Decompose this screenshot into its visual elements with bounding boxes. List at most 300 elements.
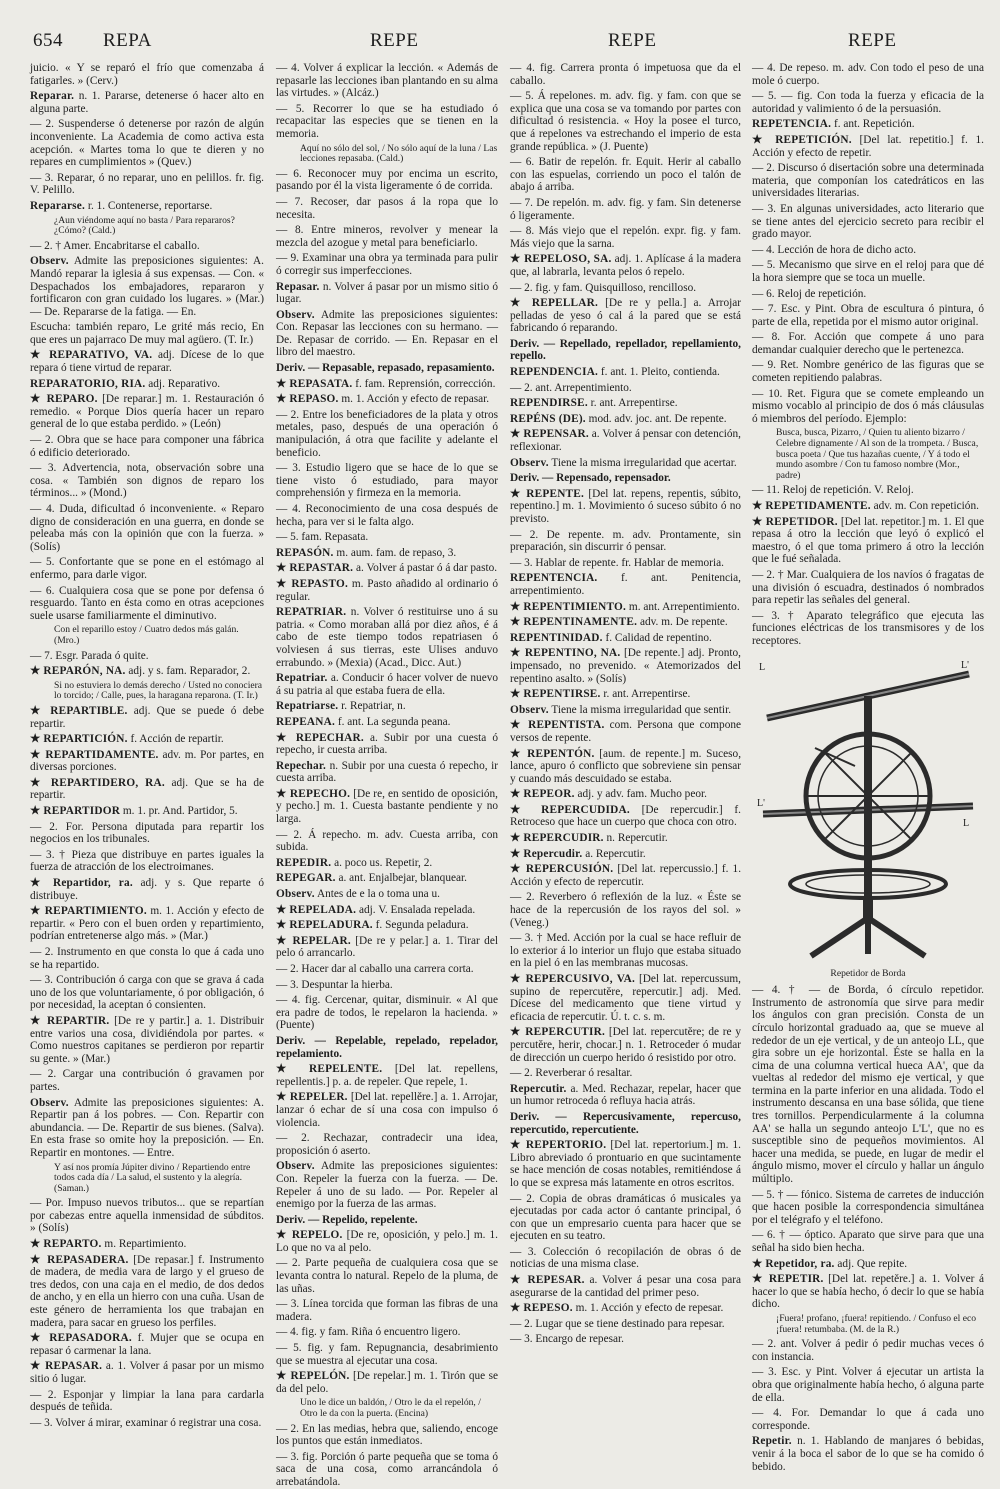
definition-text: adj. V. Ensalada repelada. (358, 903, 476, 916)
definition-text: — 3. Advertencia, nota, observación sobre una cosa. « También son dignos de reparo los términos... » (Mond.) (30, 462, 264, 500)
svg-text:L': L' (961, 659, 969, 671)
headword: REPARATORIO, RIA. (30, 377, 146, 390)
headword: REPÉNS (DE). (510, 412, 586, 425)
svg-text:L: L (963, 817, 970, 829)
headword: Reparar. (30, 90, 75, 103)
headword: ★ REPASADERA. (30, 1253, 129, 1266)
headword: REPEGAR. (276, 872, 336, 885)
dictionary-entry (30, 749, 264, 774)
definition-text: [Del lat. repercussio.] f. 1. Acción y efecto de repercutir. (510, 863, 742, 888)
dictionary-entry (276, 1370, 498, 1395)
entry-sense (510, 529, 741, 554)
headword: Repararse. (30, 199, 86, 212)
definition-text: — 3. Colección ó recopilación de obras ó de noticias de una misma clase. (510, 1245, 741, 1271)
entry-sense (30, 172, 264, 197)
entry-sense (752, 984, 984, 1186)
headword: ★ REPECHAR. (276, 731, 364, 744)
definition-text: — 6. Reconocer muy por encima un escrito, pasando por él la vista ligeramente ó de corrida. (276, 167, 498, 193)
derivatives-line: Deriv. — Repercusivamente, repercuso, repercutido, repercutiente. (510, 1110, 741, 1136)
headword: ★ REPASO. (276, 393, 339, 406)
derivatives-line: Deriv. — Repelido, repelente. (276, 1213, 418, 1226)
repetidor-illustration (755, 656, 981, 966)
dictionary-entry (510, 1302, 741, 1315)
entry-sense (752, 388, 984, 426)
column-3 (510, 62, 741, 1346)
dictionary-entry (30, 1097, 264, 1160)
dictionary-entry (30, 1015, 264, 1065)
definition-text: — 2. Lugar que se tiene destinado para repesar. (510, 1317, 725, 1330)
entry-sense (752, 162, 984, 200)
entry-sense (30, 1197, 264, 1235)
entry-sense (752, 1407, 984, 1432)
definition-text: adj. Dícese de lo que repara ó tiene virtud de reparar. (30, 349, 264, 375)
svg-text:L': L' (757, 797, 765, 809)
definition-text: — 5. Mecanismo que sirve en el reloj para que dé la hora siempre que se toca un muelle. (752, 259, 984, 284)
headword: ★ REPETIDOR. (752, 515, 838, 528)
definition-text: — 2. Reverberar ó resaltar. (510, 1067, 633, 1080)
definition-text: — 7. Esgr. Parada ó quite. (30, 649, 149, 662)
definition-text: — 2. Esponjar y limpiar la lana para cardarla después de teñida. (30, 1388, 264, 1414)
definition-text: [Del lat. repercussum, supino de repercutĕre, repercutir.] adj. Med. Dícese del medicamento que tiene virtud y eficacia de repercutir. Ú. t. c. s. m. (510, 973, 741, 1023)
entry-sense (752, 259, 984, 284)
headword: REPENTENCIA. (510, 572, 598, 585)
entry-sense (752, 484, 984, 497)
headword: ★ REPELADURA. (276, 919, 373, 932)
definition-text: — 9. Ret. Nombre genérico de las figuras que se cometen repitiendo palabras. (752, 359, 984, 385)
headword: ★ REPERTORIO. (510, 1139, 607, 1152)
definition-text: adj. y s. Que reparte ó distribuye. (30, 877, 264, 902)
definition-text: — 2. Entre los beneficiadores de la plata y otros metales, paso, después de una operación ó manipulación, á otra que facilite y adelante el beneficio. (276, 408, 498, 459)
dictionary-entry (276, 393, 498, 406)
dictionary-entry (510, 748, 741, 786)
dictionary-entry (752, 500, 984, 513)
definition-text: a. poco us. Repetir, 2. (334, 856, 433, 869)
headword: ★ REPERCUDIDA. (510, 803, 630, 816)
entry-sense (752, 244, 984, 257)
dictionary-entry (276, 1091, 498, 1129)
definition-text: f. Mujer que se ocupa en repasar ó carmenar la lana. (30, 1332, 264, 1357)
definition-text: — 2. Instrumento en que consta lo que á cada uno se ha repartido. (30, 946, 264, 971)
entry-sense (752, 1338, 984, 1363)
headword: ★ REPELER. (276, 1091, 348, 1104)
dictionary-entry (510, 1274, 741, 1299)
dictionary-entry (30, 90, 264, 115)
definition-text: a. Volver á pensar con detención, reflexionar. (510, 428, 741, 454)
headword: ★ REPERCUDIR. (510, 832, 604, 845)
entry-sense (510, 1193, 741, 1243)
definition-text: — 4. Lección de hora de dicho acto. (752, 243, 917, 256)
entry-sense (752, 1366, 984, 1404)
definition-text: [De repasar.] f. Instrumento de madera, de media vara de largo y el grueso de tres dedos, con una caja en el medio, de dos dedos de ancho, y en ella un hierro con una cuña. Usan de este género de herramienta los que trabajan en madera, para sacar en grueso los perfiles. (30, 1253, 264, 1329)
headword: ★ REPETICIÓN. (752, 133, 852, 146)
verse-quotation: Con el reparillo estoy / Cuatro dedos más galán. (Mro.) (54, 624, 239, 646)
definition-text: a. Subir por una cuesta ó repecho, ir cuesta arriba. (276, 731, 499, 757)
dictionary-entry (510, 647, 741, 685)
dictionary-entry (510, 601, 741, 614)
definition-text: [aum. de repente.] m. Suceso, lance, apuro ó conflicto que sobreviene sin pensar y cuando más descuidado se estaba. (510, 747, 742, 785)
dictionary-entry (276, 888, 498, 901)
dictionary-entry (510, 457, 741, 470)
definition-text: [Del lat. repetitio.] f. 1. Acción y efecto de repetir. (752, 133, 984, 159)
definition-text: adv. m. Con repetición. (873, 500, 979, 512)
headword: ★ REPARATIVO, VA. (30, 349, 153, 362)
definition-text: — 3. Reparar, ó no reparar, uno en pelillos. fr. fig. V. Pelillo. (30, 171, 264, 197)
definition-text: — 9. Examinar una obra ya terminada para pulir ó corregir sus imperfecciones. (276, 252, 498, 277)
definition-text: — 3. fig. Porción ó parte pequeña que se toma ó saca de una cosa, como arrancándola ó arrebatándola. (276, 1450, 498, 1488)
definition-text: adj. y s. fam. Reparador, 2. (128, 665, 251, 678)
entry-sense (510, 1318, 741, 1331)
definition-text: — 6. Batir de repelón. fr. Equit. Herir al caballo con las espuelas, corriendo un poco el talón de abajo á arriba. (510, 156, 741, 194)
definition-text: — 2. De repente. m. adv. Prontamente, sin preparación, sin discurrir ó pensar. (510, 528, 741, 554)
dictionary-entry (276, 547, 498, 560)
definition-text: r. ant. Arrepentirse. (590, 397, 678, 410)
definition-text: m. Pasto añadido al ordinario ó regular. (276, 577, 499, 603)
entry-sense (510, 1246, 741, 1271)
headword: ★ REPESAR. (510, 1274, 585, 1287)
entry-sense (752, 1229, 984, 1254)
entry-sense (510, 90, 741, 153)
column-2 (276, 62, 499, 1488)
entry-sense (510, 1333, 741, 1346)
definition-text: m. 1. pr. And. Partidor, 5. (122, 805, 238, 818)
entry-sense (752, 569, 984, 607)
definition-text: — 2. Discurso ó disertación sobre una determinada materia, que componían los catedráticos en las universidades literarias. (752, 162, 984, 200)
dictionary-entry (30, 733, 264, 746)
definition-text: f. ant. La segunda peana. (337, 715, 451, 728)
definition-text: — 5. fam. Repasata. (276, 531, 369, 544)
dictionary-entry (30, 1254, 264, 1330)
headword: ★ Repercudir. (510, 847, 583, 860)
dictionary-entry (276, 672, 498, 697)
headword: ★ REPELOSO, SA. (510, 253, 612, 266)
verse-quotation: ¿Aun viéndome aquí no basta / Para repararos? ¿Cómo? (Cald.) (54, 214, 235, 237)
entry-sense (276, 1298, 498, 1323)
definition-text: — 4. De repeso. m. adv. Con todo el peso de una mole ó cuerpo. (752, 62, 984, 87)
headword: Observ. (276, 1160, 315, 1173)
definition-text: — 3. Despuntar la hierba. (276, 978, 393, 991)
headword: ★ Repetidor, ra. (752, 1257, 835, 1270)
dictionary-entry (30, 805, 264, 818)
dictionary-entry (510, 804, 741, 829)
repetidor-de-borda-figure (752, 656, 984, 981)
entry-sense (752, 303, 984, 328)
entry-sense (276, 103, 498, 141)
definition-text: r. Repatriar, n. (341, 700, 406, 713)
headword: ★ REPARTIDERO, RA. (30, 776, 165, 789)
verse-quotation: Y así nos promía Júpiter divino / Repartiendo entre todos cada día / La salud, el sustento y la alegría. (Saman.) (54, 1161, 251, 1194)
derivatives-line: Deriv. — Repensado, repensador. (510, 472, 671, 485)
definition-text: — 6. † — óptico. Aparato que sirve para que una señal ha sido bien hecha. (752, 1229, 984, 1254)
definition-text: [De re, en sentido de oposición, y pecho.] m. 1. Cuesta bastante pendiente y no larga. (276, 787, 498, 826)
definition-text: m. 1. Acción y efecto de repasar. (341, 393, 490, 406)
entry-sense (30, 974, 264, 1012)
definition-text: a. 1. Volver á pasar por un mismo sitio ó lugar. (30, 1360, 265, 1385)
definition-text: — 7. Esc. y Pint. Obra de escultura ó pintura, ó parte de ella, repetida por el mismo autor original. (752, 303, 984, 328)
definition-text: — 7. De repelón. m. adv. fig. y fam. Sin detenerse ó ligeramente. (510, 196, 741, 222)
definition-text: r. 1. Contenerse, reportarse. (87, 199, 213, 212)
entry-sense (276, 1423, 498, 1448)
entry-sense (30, 1389, 264, 1414)
dictionary-entry (30, 905, 264, 943)
definition-text: — 2. Obra que se hace para componer una fábrica ó edificio deteriorado. (30, 434, 264, 459)
entry-sense (276, 409, 498, 459)
definition-text: m. Repartimiento. (104, 1238, 187, 1251)
entry-sense (30, 849, 264, 874)
headword: ★ REPEOR. (510, 788, 575, 801)
headword: Repetir. (752, 1435, 792, 1448)
headword: ★ REPERCUTIR. (510, 1026, 606, 1039)
verse-quotation: Si no estuviera lo demás derecho / Usted no conociera lo torcido; / Calle, pues, la haragana reparona. (T. Ir.) (54, 679, 263, 702)
entry-sense (276, 62, 498, 100)
definition-text: — 2. ant. Arrepentimiento. (510, 381, 632, 394)
dictionary-entry (276, 919, 498, 932)
definition-text: f. fam. Reprensión, corrección. (355, 377, 496, 390)
headword: ★ REPASADORA. (30, 1332, 132, 1345)
definition-text: — 3. Encargo de repesar. (510, 1333, 624, 1346)
verse-quotation: Busca, busca, Pizarro, / Quien tu aliento bizarro / Celebre dignamente / Al son de la trompeta. / Busca, busca poeta / Que tus hazañas cuente, / Y á todo el mundo asombre / Con tu famoso nombre (Mor., padre) (776, 427, 979, 481)
dictionary-entry (510, 688, 741, 701)
dictionary-entry (510, 704, 741, 717)
dictionary-entry (276, 1063, 498, 1088)
dictionary-entry (510, 788, 741, 801)
headword: ★ REPASTAR. (276, 562, 354, 575)
definition-text: — 5. — fig. Con toda la fuerza y eficacia de la autoridad y valimiento ó de la persuasión. (752, 90, 984, 115)
headword: ★ REPARTO. (30, 1238, 102, 1251)
headword: Repechar. (276, 759, 327, 772)
column-4 (752, 62, 985, 1473)
definition-text: — 3. Hablar de repente. fr. Hablar de memoria. (510, 556, 724, 569)
definition-text: Tiene la misma irregularidad que sentir. (551, 703, 732, 716)
page-header (0, 0, 1000, 62)
dictionary-entry (510, 413, 741, 426)
dictionary-entry (276, 700, 498, 713)
entry-sense (276, 994, 498, 1032)
definition-text: — 5. Á repelones. m. adv. fig. y fam. con que se explica que una cosa se va tomando por partes con dificultad ó resistencia. « Hoy la posee el turco, que á repelones va estrechando el imperio de esta grande república. » (J. Puente) (510, 90, 741, 153)
dictionary-entry (510, 488, 741, 526)
definition-text: [De repente.] adj. Pronto, impensado, no prevenido. « Atemorizados del repentino asalto. » (Solís) (510, 647, 741, 685)
definition-text: [De repercudir.] f. Retroceso que hace un cuerpo que choca con otro. (510, 803, 742, 829)
dictionary-entry (276, 872, 498, 885)
dictionary-entry (30, 393, 264, 431)
derivatives-line: Deriv. — Repellado, repellador, repellamiento, repello. (510, 337, 741, 363)
entry-sense (276, 224, 498, 249)
dictionary-entry (276, 378, 498, 391)
headword: Observ. (30, 1096, 69, 1109)
verse-quotation: Aquí no sólo del sol, / No sólo aquí de la luna / Las lecciones repasaba. (Cald.) (300, 142, 498, 165)
dictionary-entry (30, 705, 264, 730)
dictionary-entry (276, 935, 498, 960)
headword: ★ REPENTE. (510, 487, 585, 500)
dictionary-entry (30, 349, 264, 374)
definition-text: adj. Que repite. (837, 1257, 908, 1270)
entry-sense (30, 240, 264, 253)
headword: ★ REPARTIDAMENTE. (30, 748, 159, 761)
definition-text: — 3. Volver á mirar, examinar ó registrar una cosa. (30, 1416, 262, 1429)
definition-text: m. ant. Arrepentimiento. (628, 600, 740, 613)
definition-text: — 3. † Pieza que distribuye en partes iguales la fuerza de atracción de los electroimanes. (30, 848, 264, 874)
definition-text: [Del lat. repetitor.] m. 1. El que repasa á otro la lección que leyó ó explicó el maestro, ó el que toma primero á otro la lección que le fué señalada. (752, 515, 985, 566)
entry-sense (276, 829, 498, 854)
definition-text: [De repelar.] m. 1. Tirón que se da del pelo. (276, 1370, 499, 1395)
definition-text: Admite las preposiciones siguientes: Con. Repasar las lecciones con su hermano. — De. Repasar de corrido. — En. Repasar en el libro del maestro. (276, 308, 498, 359)
definition-text: — 7. Recoser, dar pasos á la ropa que lo necesita. (276, 195, 498, 221)
entry-sense (30, 62, 264, 87)
definition-text: com. Persona que compone versos de repente. (510, 719, 742, 744)
dictionary-entry (752, 1435, 984, 1473)
entry-sense (276, 252, 498, 277)
definition-text: [De re y pelar.] a. 1. Tirar del pelo ó arrancarlo. (276, 934, 498, 960)
definition-text: [Del lat. repens, repentis, súbito, repentino.] m. 1. Movimiento ó suceso súbito ó no previsto. (510, 487, 742, 525)
definition-text: a. Repercutir. (585, 847, 646, 860)
entry-sense (752, 1189, 984, 1227)
definition-text: — 2. † Amer. Encabritarse el caballo. (30, 239, 200, 252)
dictionary-entry (276, 578, 498, 603)
definition-text: a. ant. Enjalbejar, blanquear. (338, 872, 467, 885)
definition-text: f. ant. Penitencia, arrepentimiento. (510, 572, 741, 597)
definition-text: f. Segunda peladura. (375, 919, 469, 932)
headword: ★ REPARO. (30, 393, 98, 406)
definition-text: — 4. † — de Borda, ó círculo repetidor. Instrumento de astronomía que sirve para medir los ángulos con gran precisión. Consta de un círculo horizontal graduado aa, que se mueve al rededor de un eje vertical, y de un anteojo LL, que gira sobre un eje horizontal. Éste se halla en la cima de una columna vertical hueca AA', que da vueltas al rededor del mismo eje vertical, y que termina en la parte inferior en una alidada. Todo el instrumento descansa en una base sólida, que tiene tres tornillos. Perpendicularmente á la columna AA' se halla un segundo anteojo L'L', que no es susceptible sino de pequeños movimientos. Al hacer una medida, se puede, en lugar de medir el ángulo mismo, mover el círculo y hallar un ángulo múltiplo. (752, 984, 984, 1186)
definition-text: [Del lat. repellěre.] a. 1. Arrojar, lanzar ó echar de sí una cosa con impulso ó violencia. (276, 1091, 498, 1129)
headword: Observ. (510, 703, 549, 716)
dictionary-entry (30, 1238, 264, 1251)
definition-text: — Por. Impuso nuevos tributos... que se repartían por cabezas entre aquella inmensidad de súbditos. » (Solís) (30, 1197, 264, 1235)
definition-text: — 2. En las medias, hebra que, saliendo, encoge los puntos que están inmediatos. (276, 1422, 498, 1448)
entry-sense (276, 1451, 498, 1489)
entry-sense (752, 359, 984, 384)
definition-text: — 4. fig. y fam. Riña ó encuentro ligero. (276, 1326, 461, 1339)
definition-text: a. Med. Rechazar, repelar, hacer que un humor retroceda ó refluya hacia atrás. (510, 1082, 741, 1108)
headword: ★ REPECHO. (276, 787, 351, 800)
headword: ★ REPESO. (510, 1302, 573, 1315)
entry-sense (276, 1257, 498, 1295)
definition-text: Admite las preposiciones siguientes: A. Mandó reparar la iglesia á sus expensas. — Con. « Despachados los embajadores, repararon y fortificaron con gran cuidado los lugares. » (Mar.) — De. Repararse de la fatiga. — En. (30, 255, 264, 318)
headword: Observ. (276, 888, 315, 901)
definition-text: adj. Que se ha de repartir. (30, 776, 264, 802)
headword: ★ REPELENTE. (276, 1063, 383, 1076)
definition-text: — 8. Entre mineros, revolver y menear la mezcla del azogue y metal para beneficiarlo. (276, 224, 498, 249)
guide-word-2: REPE (370, 30, 419, 51)
entry-sense (276, 531, 498, 544)
entry-sense (276, 1132, 498, 1157)
headword: Repasar. (276, 280, 320, 293)
entry-sense (752, 331, 984, 356)
entry-sense (30, 1068, 264, 1093)
headword: ★ REPARTIBLE. (30, 704, 128, 717)
headword: ★ REPASTO. (276, 577, 349, 590)
dictionary-entry (510, 572, 741, 597)
entry-sense (276, 196, 498, 221)
entry-sense (30, 503, 264, 553)
dictionary-entry (276, 857, 498, 870)
dictionary-entry (276, 562, 498, 575)
entry-sense (752, 62, 984, 87)
headword: Repatriarse. (276, 700, 339, 713)
dictionary-entry (276, 281, 498, 306)
entry-sense (30, 462, 264, 500)
dictionary-entry (752, 134, 984, 159)
headword: ★ REPERCUSIÓN. (510, 863, 614, 876)
dictionary-entry (276, 716, 498, 729)
definition-text: a. Volver á pesar una cosa para asegurarse de la cantidad del primer peso. (510, 1274, 742, 1299)
headword: ★ REPELÓN. (276, 1370, 350, 1383)
entry-sense (276, 979, 498, 992)
definition-text: — 2. Copia de obras dramáticas ó musicales ya ejecutadas por cada actor ó cantante principal, ó con que un empresario cuenta para hacer que se ejecuten en su teatro. (510, 1192, 741, 1243)
definition-text: — 4. Duda, dificultad ó inconveniente. « Reparo digno de consideración en una guerra, en donde se peleaba más con la opinión que con la fuerza. » (Solís) (30, 503, 264, 553)
definition-text: [Del lat. repetěre.] a. 1. Volver á hacer lo que se había hecho, ó decir lo que se había dicho. (752, 1273, 984, 1311)
definition-text: Escucha: también reparo, Le grité más recio, En que eres un pajarraco De muy mal agüero. (T. Ir.) (30, 321, 264, 346)
dictionary-entry (276, 1229, 498, 1254)
definition-text: — 2. ant. Volver á pedir ó pedir muchas veces ó con instancia. (752, 1338, 984, 1363)
definition-text: juicio. « Y se reparó el frío que comenzaba á fatigarles. » (Cerv.) (30, 62, 264, 87)
headword: ★ REPELLAR. (510, 297, 599, 310)
derivatives-line: Deriv. — Repasable, repasado, repasamiento. (276, 362, 495, 375)
entry-sense (30, 321, 264, 346)
entry-sense (510, 62, 741, 87)
definition-text: — 2. Suspenderse ó detenerse por razón de algún inconveniente. La Academia de como activa esta acepción. « Martes toma lo que te dieren y no repares en cumplimientos » (Quev.) (30, 118, 264, 169)
dictionary-entry (276, 309, 498, 359)
definition-text: — 6. Reloj de repetición. (752, 287, 867, 300)
definition-text: adv. m. De repente. (639, 616, 728, 629)
svg-text:L: L (759, 661, 766, 673)
definition-text: f. Calidad de repentino. (605, 631, 712, 644)
headword: ★ REPENTINO, NA. (510, 647, 621, 660)
headword: Observ. (510, 456, 549, 469)
definition-text: a. Volver á pastar ó á dar pasto. (356, 562, 498, 575)
entry-sense (30, 585, 264, 623)
headword: Repatriar. (276, 672, 328, 685)
definition-text: m. 1. Acción y efecto de repesar. (575, 1302, 724, 1315)
headword: ★ REPENTIRSE. (510, 688, 601, 701)
derivatives-line: Deriv. — Repelable, repelado, repelador, repelamiento. (276, 1034, 498, 1060)
definition-text: — 3. Línea torcida que forman las fibras de una madera. (276, 1298, 498, 1323)
entry-sense (510, 197, 741, 222)
definition-text: — 3. En algunas universidades, acto literario que se tiene antes del ejercicio secreto para recibir el grado mayor. (752, 202, 984, 241)
entry-sense (30, 946, 264, 971)
entry-sense (276, 963, 498, 976)
definition-text: — 8. Más viejo que el repelón. expr. fig. y fam. Más viejo que la sarna. (510, 225, 741, 250)
definition-text: — 5. Recorrer lo que se ha estudiado ó recapacitar las especies que se tienen en la memoria. (276, 102, 498, 140)
headword: REPENDENCIA. (510, 366, 599, 379)
entry-sense (510, 891, 741, 929)
definition-text: adj. Reparativo. (148, 377, 221, 390)
definition-text: — 11. Reloj de repetición. V. Reloj. (752, 484, 914, 497)
definition-text: — 3. † Aparato telegráfico que ejecuta las funciones eléctricas de los transmisores y de los receptores. (752, 609, 984, 647)
definition-text: — 2. Á repecho. m. adv. Cuesta arriba, con subida. (276, 828, 498, 854)
definition-text: Tiene la misma irregularidad que acertar. (551, 456, 737, 469)
definition-text: — 4. fig. Carrera pronta ó impetuosa que da el caballo. (510, 62, 741, 87)
dictionary-entry (30, 877, 264, 902)
dictionary-entry (30, 200, 264, 213)
headword: ★ REPASATA. (276, 377, 353, 390)
definition-text: Admite las preposiciones siguientes: A. Repartir pan á los pobres. — Con. Repartir con abundancia. — De. Repartir de sus bienes. (Salva). En esta frase so omite hoy la preposición. — En. Repartir en montones. — Entre. (30, 1096, 264, 1159)
definition-text: [Del lat. repertorium.] m. 1. Libro abreviado ó prontuario en que sucintamente se hace mención de cosas notables, remitiéndose á lo que se expresa más latamente en otros escritos. (510, 1139, 742, 1189)
headword: Observ. (276, 308, 315, 321)
definition-text: [Del lat. repellens, repellentis.] p. a. de repeler. Que repele, 1. (276, 1063, 499, 1088)
headword: ★ REPETIR. (752, 1273, 824, 1286)
dictionary-entry (510, 1083, 741, 1108)
definition-text: — 5. Confortante que se pone en el estómago al enfermo, para darle vigor. (30, 556, 264, 581)
definition-text: — 6. Cualquiera cosa que se pone por defensa ó resguardo. Tanto en ésta como en otras acepciones suele usarse familiarmente el diminutivo. (30, 584, 264, 622)
definition-text: — 2. fig. y fam. Quisquilloso, rencilloso. (510, 281, 697, 294)
definition-text: — 10. Ret. Figura que se comete empleando un mismo vocablo al principio de dos ó más cláusulas ó miembros del período. Ejemplo: (752, 387, 984, 425)
dictionary-entry (30, 1360, 264, 1385)
definition-text: — 3. Estudio ligero que se hace de lo que se tiene visto ó estudiado, para mayor comprehensión y firmeza en la memoria. (276, 462, 498, 500)
definition-text: — 8. For. Acción que compete á uno para demandar cualquier derecho que le pertenezca. (752, 331, 984, 356)
dictionary-entry (510, 832, 741, 845)
headword: ★ REPELO. (276, 1229, 343, 1242)
definition-text: a. Conducir ó hacer volver de nuevo á su patria al que estaba fuera de ella. (276, 672, 499, 697)
